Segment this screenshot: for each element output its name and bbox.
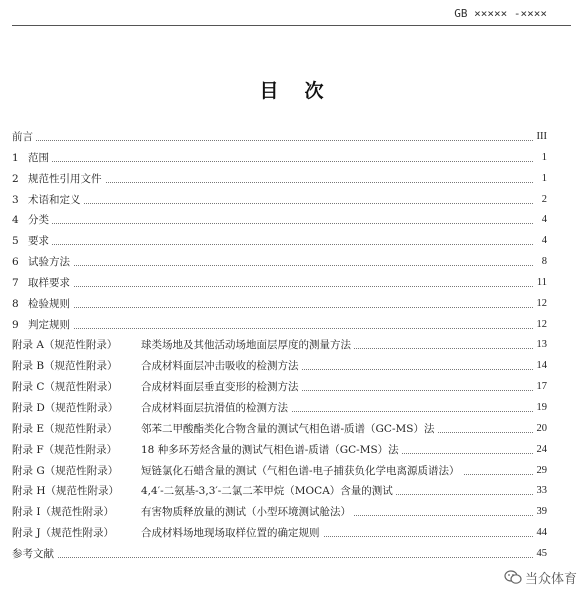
- dot-leader: [12, 140, 533, 141]
- section-number: 4: [12, 214, 19, 227]
- toc-entry[interactable]: [12, 335, 547, 356]
- toc-entry[interactable]: [12, 169, 547, 190]
- page-number: 12: [534, 294, 548, 315]
- page-number: 2: [539, 190, 547, 211]
- toc-entry[interactable]: [12, 544, 547, 565]
- section-title: 规范性引用文件: [28, 172, 102, 185]
- toc-entry[interactable]: [12, 481, 547, 502]
- watermark: [504, 568, 577, 587]
- page-number: 17: [534, 377, 548, 398]
- toc-entry-title: [12, 148, 52, 169]
- dot-leader: [12, 265, 533, 266]
- section-title: 18 种多环芳烃含量的测试气相色谱-质谱（GC-MS）法: [141, 443, 399, 456]
- section-title: 取样要求: [28, 276, 70, 289]
- toc-entry[interactable]: [12, 252, 547, 273]
- section-title: 有害物质释放量的测试（小型环境测试舱法）: [141, 506, 351, 519]
- section-number: 7: [12, 276, 19, 289]
- toc-entry[interactable]: [12, 294, 547, 315]
- page-number: 45: [534, 544, 548, 565]
- dot-leader: [12, 557, 533, 558]
- toc-entry-title: [12, 398, 291, 419]
- appendix-label: 附录 H（规范性附录）: [12, 485, 119, 498]
- section-title: 试验方法: [28, 256, 70, 269]
- section-title: 要求: [28, 235, 49, 248]
- toc-entry-title: [12, 127, 36, 148]
- section-number: 5: [12, 235, 19, 248]
- dot-leader: [12, 203, 533, 204]
- standard-code: GB ××××× -××××: [454, 7, 547, 20]
- page-number: 33: [534, 481, 548, 502]
- page-number: 1: [539, 148, 547, 169]
- toc-entry[interactable]: [12, 315, 547, 336]
- toc-entry-title: [12, 481, 396, 502]
- page-number: 20: [534, 419, 548, 440]
- toc-entry-title: [12, 169, 105, 190]
- section-title: 短链氯化石蜡含量的测试（气相色谱-电子捕获负化学电离源质谱法）: [141, 464, 460, 477]
- section-title: 合成材料面层抗滑值的检测方法: [141, 401, 288, 414]
- toc-entry[interactable]: [12, 210, 547, 231]
- toc-entry-title: [12, 502, 354, 523]
- toc-entry-title: [12, 273, 73, 294]
- toc-entry-title: [12, 190, 84, 211]
- page-number: 13: [534, 335, 548, 356]
- toc-entry-title: [12, 461, 463, 482]
- toc-entry-title: [12, 440, 402, 461]
- toc-entry-title: [12, 377, 302, 398]
- toc-entry[interactable]: [12, 419, 547, 440]
- page-number: 19: [534, 398, 548, 419]
- section-title: 判定规则: [28, 318, 70, 331]
- appendix-label: 附录 G（规范性附录）: [12, 464, 119, 477]
- toc-entry[interactable]: [12, 148, 547, 169]
- page-number: 14: [534, 356, 548, 377]
- page-number: 44: [534, 523, 548, 544]
- toc-entry[interactable]: [12, 523, 547, 544]
- dot-leader: [12, 223, 533, 224]
- page-number: III: [534, 127, 548, 148]
- section-number: 6: [12, 256, 19, 269]
- toc-entry-title: [12, 356, 302, 377]
- page-number: 8: [539, 252, 547, 273]
- toc-entry[interactable]: [12, 273, 547, 294]
- toc-entry-title: [12, 252, 73, 273]
- section-title: 合成材料面层垂直变形的检测方法: [141, 381, 299, 394]
- section-number: 9: [12, 318, 19, 331]
- section-title: 术语和定义: [28, 193, 81, 206]
- section-title: 范围: [28, 151, 49, 164]
- section-title: 前言: [12, 131, 33, 143]
- page-number: 4: [539, 231, 547, 252]
- toc-entry[interactable]: [12, 377, 547, 398]
- watermark-text: 当众体育: [524, 572, 577, 587]
- section-title: 合成材料面层冲击吸收的检测方法: [141, 360, 299, 373]
- section-title: 分类: [28, 214, 49, 227]
- toc-entry[interactable]: [12, 190, 547, 211]
- toc-entry-title: [12, 419, 437, 440]
- section-title: 邻苯二甲酸酯类化合物含量的测试气相色谱-质谱（GC-MS）法: [141, 422, 435, 435]
- section-title: 参考文献: [12, 547, 54, 560]
- appendix-label: 附录 F（规范性附录）: [12, 443, 118, 456]
- toc-entry-title: [12, 231, 52, 252]
- toc-entry[interactable]: [12, 461, 547, 482]
- page-number: 29: [534, 461, 548, 482]
- toc-entry-title: [12, 294, 73, 315]
- dot-leader: [12, 328, 533, 329]
- page-number: 12: [534, 315, 548, 336]
- section-title: 4,4′-二氨基-3,3′-二氯二苯甲烷（MOCA）含量的测试: [141, 485, 393, 498]
- toc-entry[interactable]: [12, 356, 547, 377]
- appendix-label: 附录 I（规范性附录）: [12, 506, 114, 519]
- page-number: 39: [534, 502, 548, 523]
- section-number: 2: [12, 172, 19, 185]
- toc-entry[interactable]: [12, 502, 547, 523]
- toc-entry[interactable]: [12, 127, 547, 148]
- section-number: 3: [12, 193, 19, 206]
- section-title: 检验规则: [28, 297, 70, 310]
- toc-entry-title: [12, 315, 73, 336]
- toc-entry-title: [12, 523, 323, 544]
- toc-title: 目次: [259, 80, 350, 102]
- toc-entry-title: [12, 544, 57, 565]
- toc-entry[interactable]: [12, 231, 547, 252]
- page-number: 24: [534, 440, 548, 461]
- table-of-contents: [12, 127, 547, 565]
- toc-entry[interactable]: [12, 440, 547, 461]
- appendix-label: 附录 C（规范性附录）: [12, 381, 118, 394]
- page-number: 1: [539, 169, 547, 190]
- header-rule: [12, 25, 571, 26]
- page-number: 11: [534, 273, 547, 294]
- appendix-label: 附录 J（规范性附录）: [12, 527, 115, 540]
- section-title: 合成材料场地现场取样位置的确定规则: [141, 527, 320, 540]
- dot-leader: [12, 161, 533, 162]
- appendix-label: 附录 B（规范性附录）: [12, 360, 118, 373]
- section-number: 8: [12, 297, 19, 310]
- toc-entry[interactable]: [12, 398, 547, 419]
- wechat-icon: [504, 570, 522, 585]
- toc-entry-title: [12, 335, 354, 356]
- dot-leader: [12, 244, 533, 245]
- toc-entry-title: [12, 210, 52, 231]
- dot-leader: [12, 307, 533, 308]
- section-title: 球类场地及其他活动场地面层厚度的测量方法: [141, 339, 351, 352]
- appendix-label: 附录 D（规范性附录）: [12, 401, 119, 414]
- section-number: 1: [12, 151, 19, 164]
- page-number: 4: [539, 210, 547, 231]
- appendix-label: 附录 E（规范性附录）: [12, 422, 118, 435]
- dot-leader: [12, 286, 533, 287]
- appendix-label: 附录 A（规范性附录）: [12, 339, 118, 352]
